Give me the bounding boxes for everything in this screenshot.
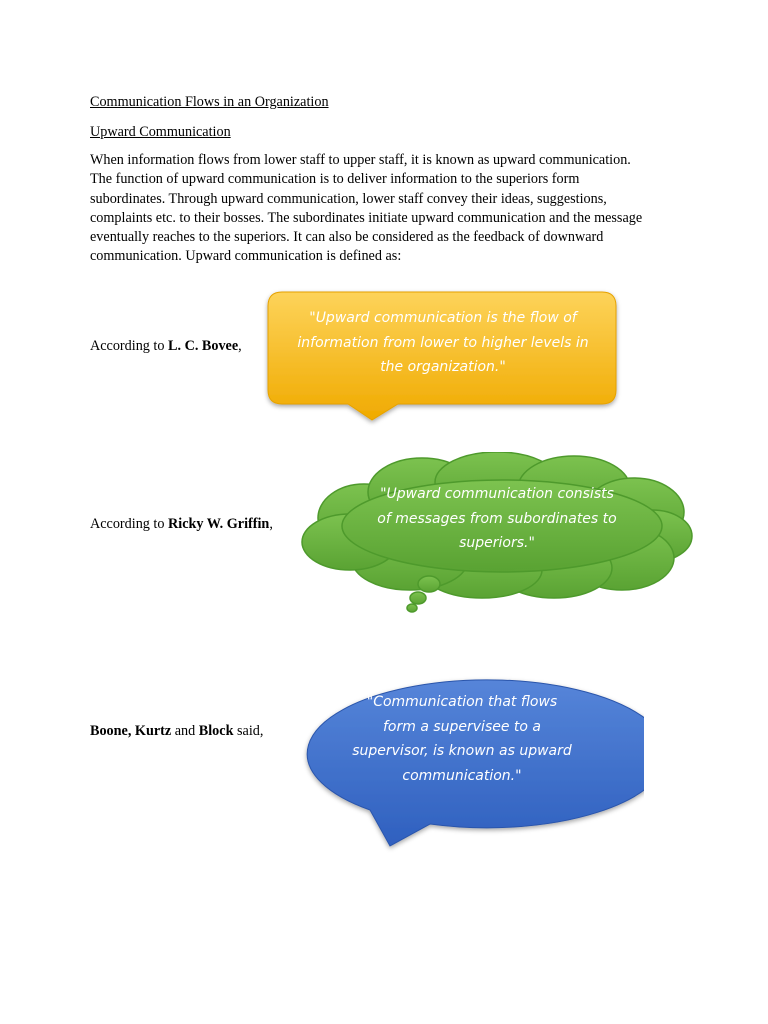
quote-bovee [270, 306, 616, 380]
section-heading: Upward Communication [90, 124, 231, 140]
callout-griffin [292, 452, 702, 622]
paragraph-line: eventually reaches to the superiors. It can also be considered as the feedback of downward [90, 229, 604, 246]
quote-line: information from lower to higher levels in [297, 334, 589, 351]
paragraph-line: complaints etc. to their bosses. The subordinates initiate upward communication and the message [90, 209, 643, 226]
quote-griffin [332, 482, 662, 556]
callout-boone [272, 668, 644, 854]
author-name: Block [198, 723, 234, 739]
callout-bovee [262, 288, 624, 428]
label-prefix: According to [90, 516, 169, 532]
quote-boone [312, 690, 612, 788]
quote-line: superiors." [459, 535, 535, 551]
quote-line: supervisor, is known as upward [352, 743, 572, 759]
quote-line: "Upward communication consists [380, 486, 614, 502]
label-and: and [171, 723, 199, 739]
intro-paragraph [90, 151, 690, 267]
author-name: L. C. Bovee [168, 338, 239, 354]
document-title: Communication Flows in an Organization [90, 94, 329, 110]
definition-label-boone [90, 723, 263, 740]
quote-line: "Upward communication is the flow of [309, 310, 577, 326]
definition-label-griffin [90, 516, 273, 533]
paragraph-line: When information flows from lower staff to upper staff, it is known as upward communication. [90, 152, 631, 168]
quote-line: "Communication that flows [366, 694, 558, 710]
label-suffix: , [269, 516, 273, 532]
quote-line: the organization." [380, 359, 506, 375]
paragraph-line: subordinates. Through upward communication, lower staff convey their ideas, suggestions, [90, 190, 607, 207]
paragraph-line: communication. Upward communication is defined as: [90, 248, 402, 265]
definition-label-bovee [90, 338, 242, 355]
label-suffix: , [238, 338, 242, 354]
quote-line: of messages from subordinates to [377, 510, 617, 527]
author-name: Boone, Kurtz [90, 723, 172, 739]
label-suffix: said, [233, 723, 264, 739]
label-prefix: According to [90, 338, 169, 354]
author-name: Ricky W. Griffin [168, 516, 270, 532]
quote-line: communication." [402, 767, 522, 784]
quote-line: form a supervisee to a [382, 718, 542, 735]
paragraph-line: The function of upward communication is to deliver information to the superiors form [90, 171, 580, 188]
